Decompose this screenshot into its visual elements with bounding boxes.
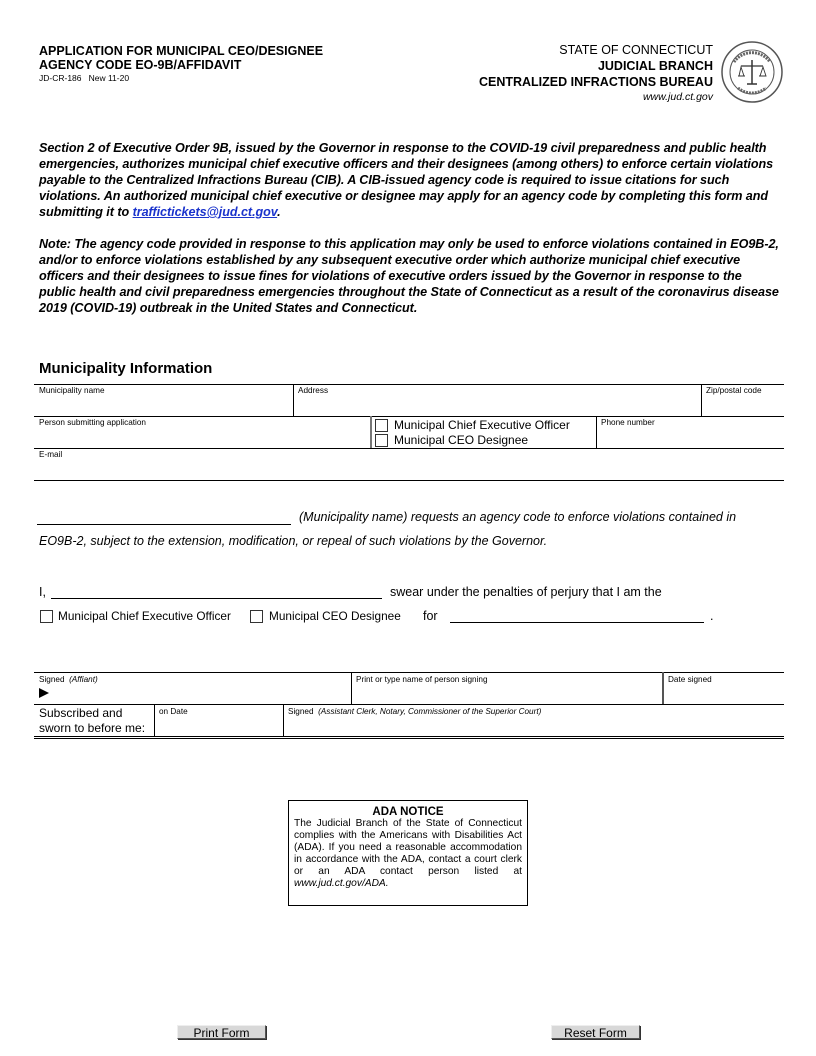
zip-field[interactable] xyxy=(704,396,782,414)
form-title xyxy=(39,44,323,72)
address-label: Address xyxy=(298,386,329,395)
divider xyxy=(34,416,784,417)
zip-label: Zip/postal code xyxy=(706,386,762,395)
divider xyxy=(34,384,784,385)
intro-paragraph xyxy=(39,140,781,220)
affidavit-designee-label: Municipal CEO Designee xyxy=(269,609,401,623)
intro-period: . xyxy=(277,205,281,219)
signed-affiant-label xyxy=(39,675,98,684)
ceo-checkbox[interactable] xyxy=(375,419,388,432)
email-link[interactable]: traffictickets@jud.ct.gov xyxy=(132,205,278,219)
address-field[interactable] xyxy=(296,396,698,414)
for-label: for xyxy=(423,609,438,623)
divider xyxy=(370,416,372,448)
designee-checkbox[interactable] xyxy=(375,434,388,447)
phone-field[interactable] xyxy=(599,428,782,446)
judicial-seal-icon xyxy=(720,40,784,104)
phone-label: Phone number xyxy=(601,418,655,427)
affiant-name-blank[interactable] xyxy=(51,598,382,599)
official-signed-label xyxy=(288,707,541,716)
on-date-label: on Date xyxy=(159,707,188,716)
divider xyxy=(293,384,294,416)
designee-checkbox-label: Municipal CEO Designee xyxy=(394,433,529,447)
request-text-line2: EO9B-2, subject to the extension, modification, or repeal of such violations by the Governor. xyxy=(39,534,548,548)
affidavit-designee-checkbox[interactable] xyxy=(250,610,263,623)
divider xyxy=(34,480,784,481)
divider xyxy=(34,704,784,705)
divider xyxy=(34,672,784,673)
ada-notice-title: ADA NOTICE xyxy=(372,806,444,818)
subscribed-line1: Subscribed and xyxy=(39,706,123,720)
form-code: JD-CR-186 New 11-20 xyxy=(39,73,130,83)
note-paragraph: Note: The agency code provided in response to this application may only be used to enforce violations contained in EO9B-2, and/or to enforce violations established by any subsequent executive order which authorize municipal chief executive officers and their designees to issue fines for violations of executive orders issued by the Governor in response to the public health and civil preparedness emergencies throughout the State of Connecticut as a result of the coronavirus disease 2019 (COVID-19) outbreak in the United States and Connecticut. xyxy=(39,237,779,315)
website-url: www.jud.ct.gov xyxy=(642,91,713,103)
ada-link: www.jud.ct.gov/ADA. xyxy=(294,878,389,889)
affidavit-ceo-checkbox[interactable] xyxy=(40,610,53,623)
bureau-name: CENTRALIZED INFRACTIONS BUREAU xyxy=(478,75,713,89)
intro-text: Section 2 of Executive Order 9B, issued by the Governor in response to the COVID-19 civil preparedness and public health emergencies, authorizes municipal chief executive officers and their designees (among others) to enforce certain violations payable to the Centralized Infractions Bureau (CIB). A CIB-issued agency code is required to issue citations for such violations. An authorized municipal chief executive or designee may apply for an agency code by completing this form and submitting it to xyxy=(39,141,774,219)
person-label: Person submitting application xyxy=(39,418,146,427)
official-signed-sub: (Assistant Clerk, Notary, Commissioner of the Superior Court) xyxy=(318,707,542,716)
divider xyxy=(701,384,702,416)
municipality-name-field[interactable] xyxy=(36,396,290,414)
ada-text: The Judicial Branch of the State of Connecticut complies with the Americans with Disabilities Act (ADA). If you need a reasonable accommodation in accordance with the ADA, contact a court clerk or an ADA contact person listed at xyxy=(294,818,522,877)
sign-here-arrow-icon xyxy=(39,688,49,698)
print-form-button[interactable]: Print Form xyxy=(177,1025,266,1039)
affidavit-ceo-label: Municipal Chief Executive Officer xyxy=(58,609,231,623)
ada-notice-text xyxy=(294,818,522,890)
official-signature-field[interactable] xyxy=(286,716,782,734)
state-name: STATE OF CONNECTICUT xyxy=(559,43,713,57)
email-label: E-mail xyxy=(39,450,63,459)
divider xyxy=(34,738,784,739)
divider xyxy=(34,448,784,449)
divider xyxy=(351,672,352,704)
email-field[interactable] xyxy=(36,460,782,478)
date-signed-field[interactable] xyxy=(666,684,782,702)
divider xyxy=(283,704,284,736)
form-title-line2: AGENCY CODE EO-9B/AFFIDAVIT xyxy=(39,58,242,72)
request-text-line1: (Municipality name) requests an agency code to enforce violations contained in xyxy=(299,510,737,524)
divider xyxy=(34,736,784,737)
date-signed-label: Date signed xyxy=(668,675,712,684)
signed-label: Signed xyxy=(39,675,65,684)
ada-notice xyxy=(288,800,528,906)
official-signed-text: Signed xyxy=(288,707,314,716)
subscribed-label xyxy=(39,706,145,736)
agency-header xyxy=(479,42,713,104)
municipality-name-blank[interactable] xyxy=(37,524,291,525)
swear-text: swear under the penalties of perjury that I am the xyxy=(390,585,662,599)
print-name-field[interactable] xyxy=(354,684,659,702)
affiant-sub-label: (Affiant) xyxy=(69,675,98,684)
subscribed-line2: sworn to before me: xyxy=(39,721,146,735)
person-field[interactable] xyxy=(36,428,366,446)
affidavit-prefix: I, xyxy=(39,585,46,599)
municipality-for-blank[interactable] xyxy=(450,622,704,623)
reset-form-button[interactable]: Reset Form xyxy=(551,1025,640,1039)
print-name-label: Print or type name of person signing xyxy=(356,675,488,684)
end-period: . xyxy=(710,609,714,623)
divider xyxy=(662,672,664,704)
section-title: Municipality Information xyxy=(39,360,213,377)
divider xyxy=(596,416,597,448)
on-date-field[interactable] xyxy=(157,716,280,734)
divider xyxy=(154,704,155,736)
form-title-line1: APPLICATION FOR MUNICIPAL CEO/DESIGNEE xyxy=(39,44,324,58)
branch-name: JUDICIAL BRANCH xyxy=(597,59,713,73)
affiant-signature-field[interactable] xyxy=(52,684,348,702)
ceo-checkbox-label: Municipal Chief Executive Officer xyxy=(394,418,570,432)
municipality-name-label: Municipality name xyxy=(39,386,105,395)
